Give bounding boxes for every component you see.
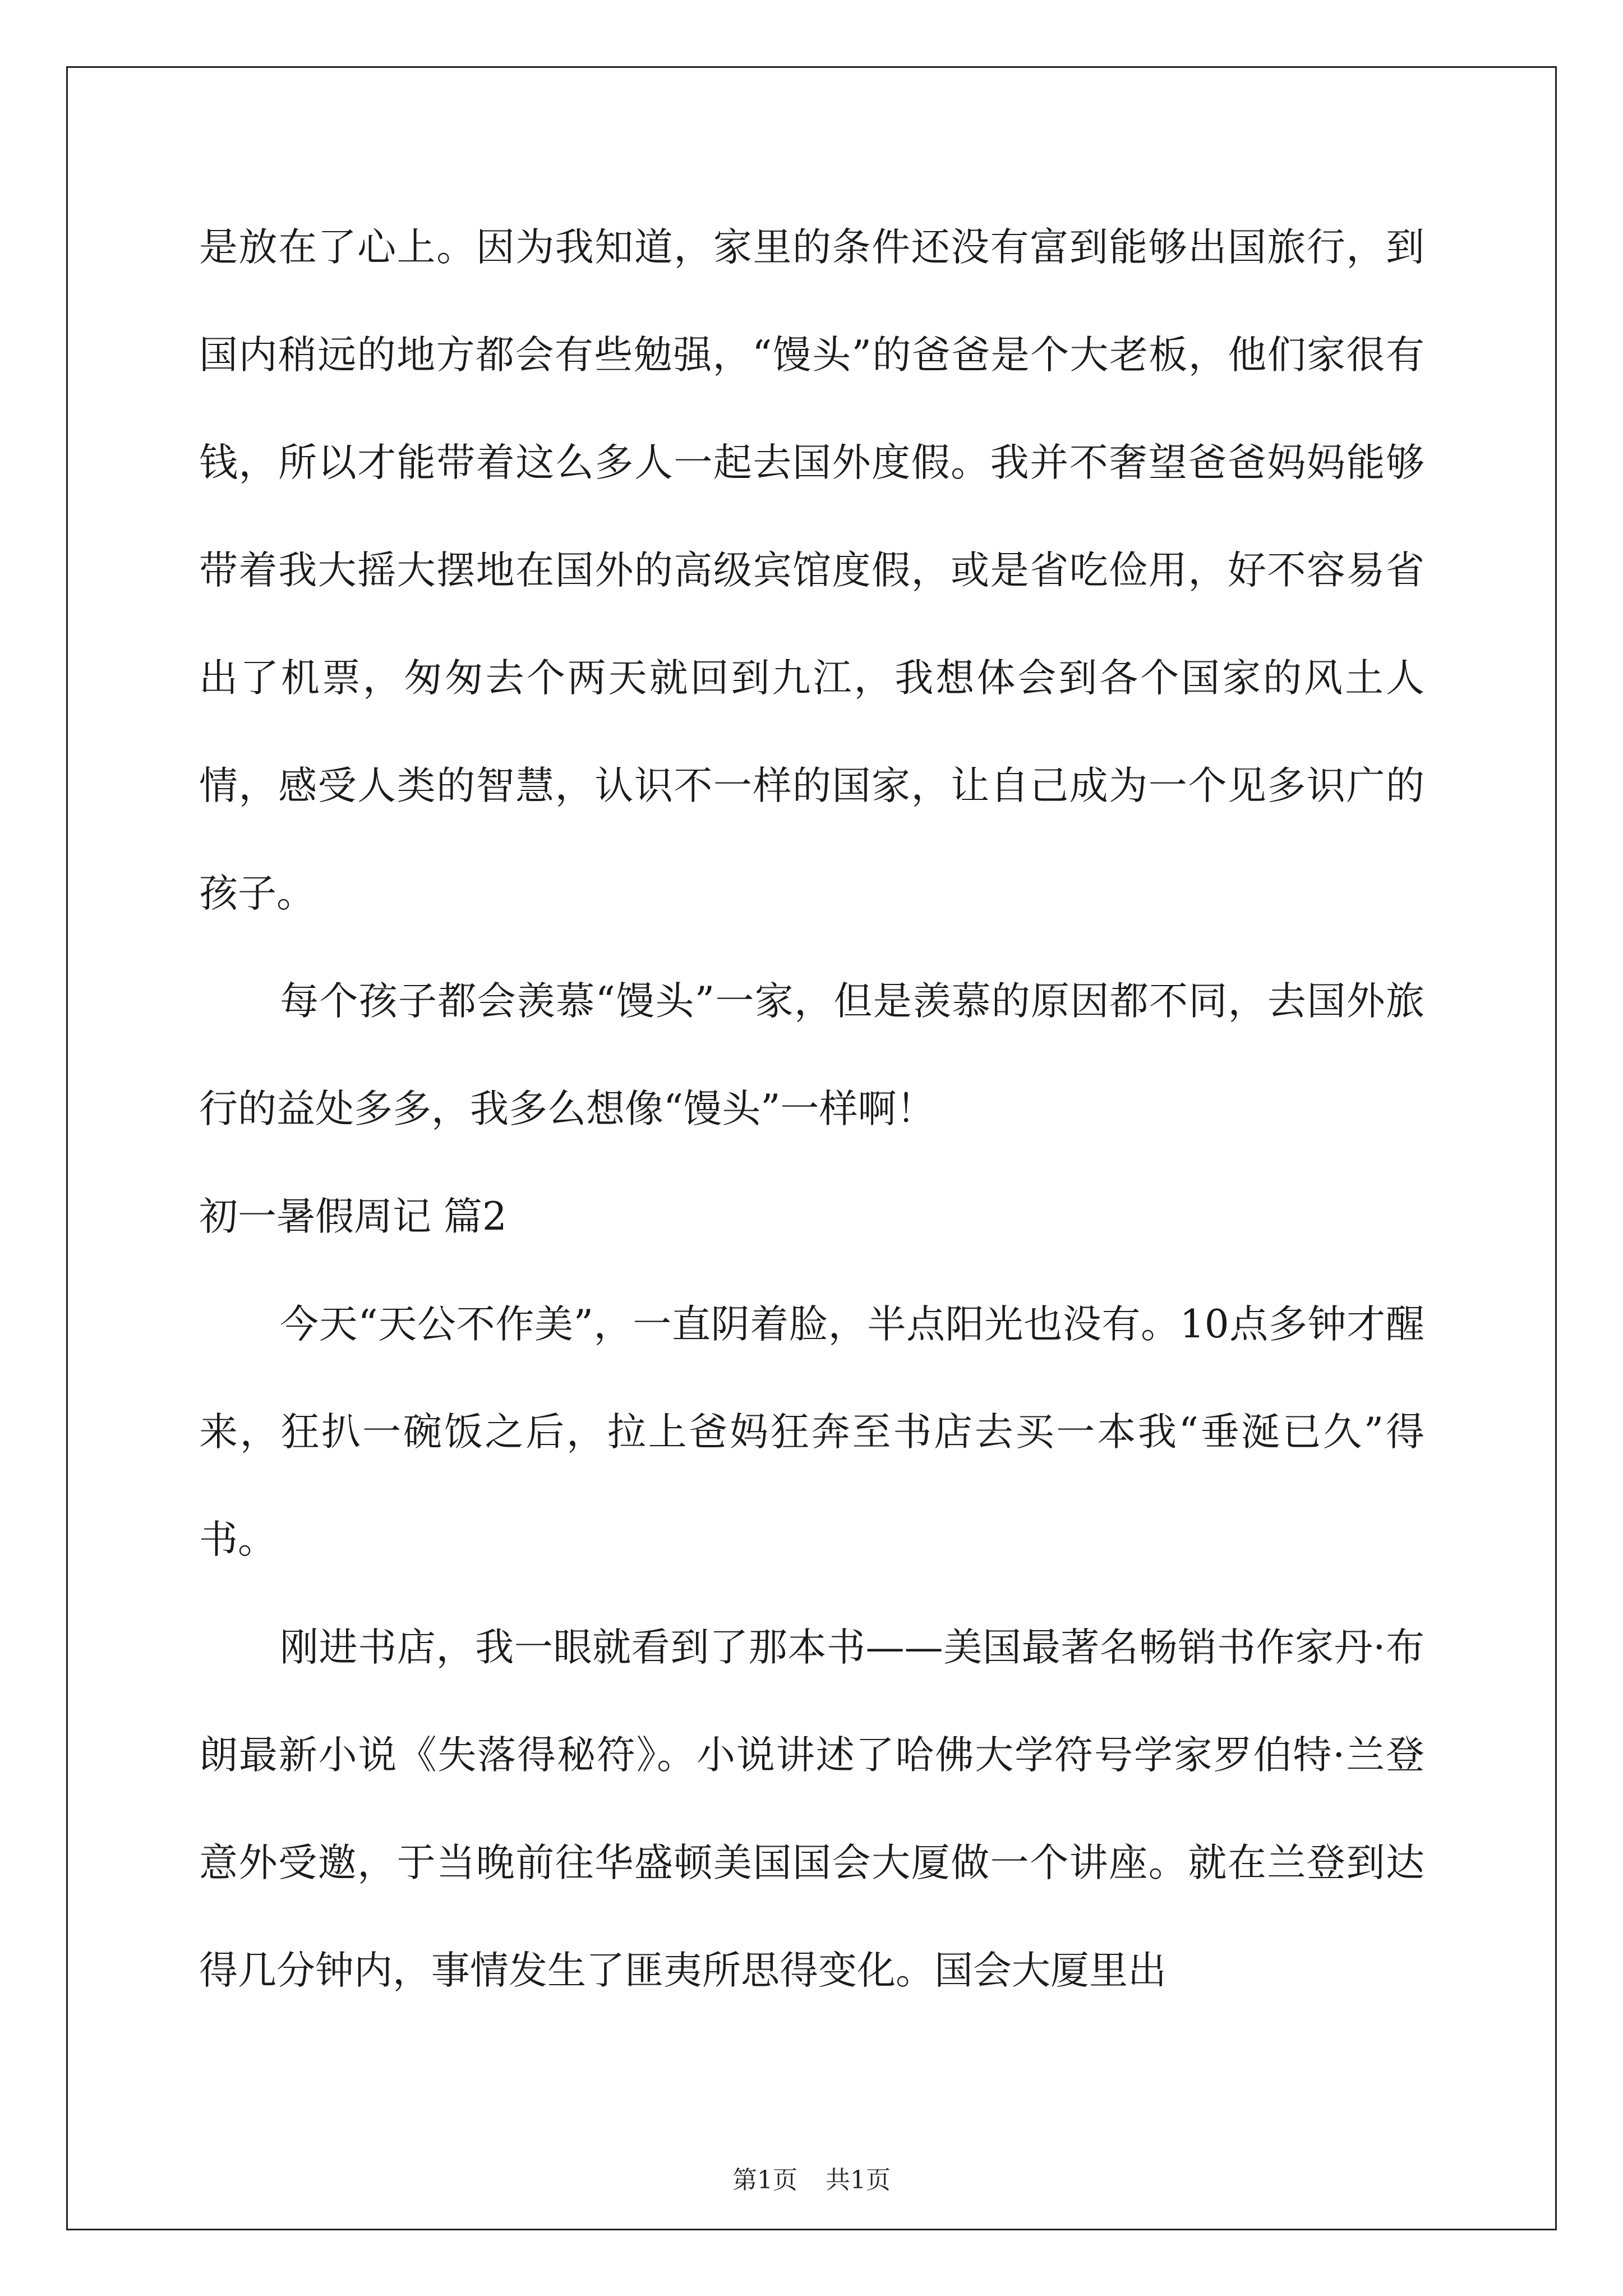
paragraph: 每个孩子都会羡慕“馒头”一家，但是羡慕的原因都不同，去国外旅行的益处多多，我多么想像“馒头”一样啊！ <box>199 979 1424 1131</box>
page-footer <box>0 2160 1623 2196</box>
page-number-current: 第1页 <box>732 2166 797 2194</box>
document-body <box>199 194 1424 2024</box>
section-heading: 初一暑假周记 篇2 <box>199 1194 507 1239</box>
paragraph: 是放在了心上。因为我知道，家里的条件还没有富到能够出国旅行，到国内稍远的地方都会有些勉强，“馒头”的爸爸是个大老板，他们家很有钱，所以才能带着这么多人一起去国外度假。我并不奢望爸爸妈妈能够带着我大摇大摆地在国外的高级宾馆度假，或是省吃俭用，好不容易省出了机票，匆匆去个两天就回到九江，我想体会到各个国家的风土人情，感受人类的智慧，认识不一样的国家，让自己成为一个见多识广的孩子。 <box>199 225 1424 916</box>
paragraph: 今天“天公不作美”，一直阴着脸，半点阳光也没有。10点多钟才醒来，狂扒一碗饭之后，拉上爸妈狂奔至书店去买一本我“垂涎已久”得书。 <box>199 1302 1424 1562</box>
paragraph: 刚进书店，我一眼就看到了那本书——美国最著名畅销书作家丹·布朗最新小说《失落得秘符》。小说讲述了哈佛大学符号学家罗伯特·兰登意外受邀，于当晚前往华盛顿美国国会大厦做一个讲座。就在兰登到达得几分钟内，事情发生了匪夷所思得变化。国会大厦里出 <box>199 1625 1424 1993</box>
page-number-total: 共1页 <box>826 2166 891 2194</box>
